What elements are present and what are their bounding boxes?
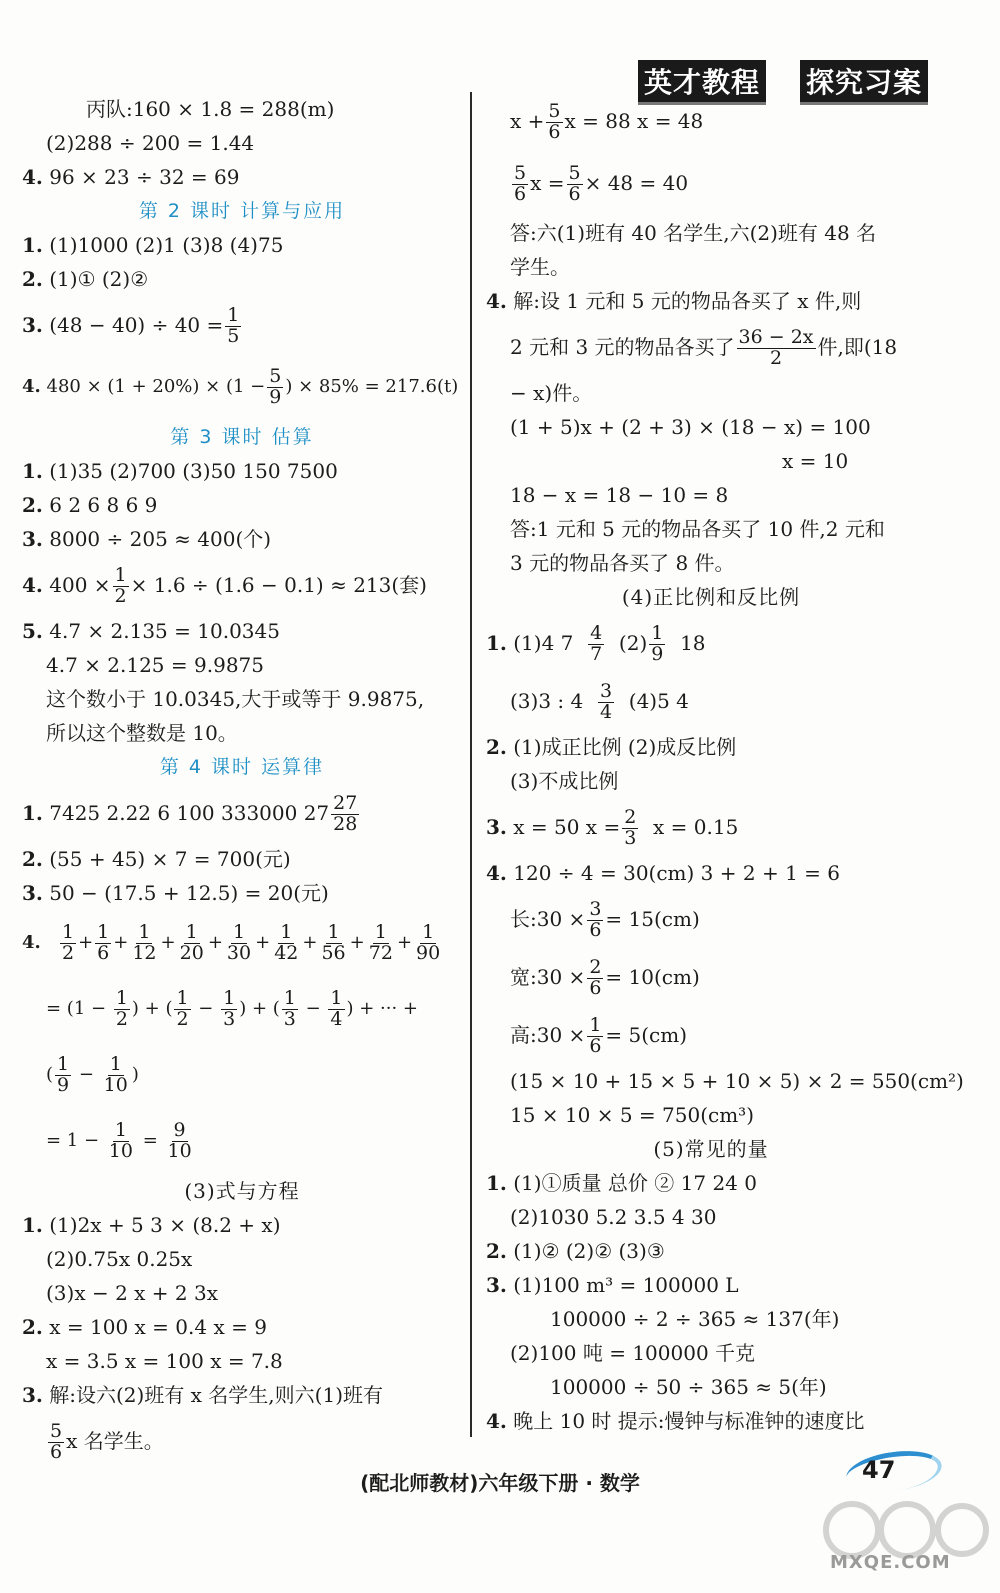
answer-text: x = 50 x =: [506, 815, 621, 839]
item-number: 1.: [22, 1213, 43, 1237]
fraction: $\frac{1}{6}$: [97, 920, 110, 964]
answer-line: [22, 556, 462, 614]
fraction: $\frac{3}{4}$: [599, 680, 613, 723]
answer-line: [486, 948, 936, 1006]
answer-line: [486, 730, 936, 764]
answer-line: 4.7 × 2.125 = 9.9875: [46, 653, 264, 677]
item-number: 3.: [22, 527, 43, 551]
series-sum-line: ( $\frac{1}{9}$ − $\frac{1}{10}$ ): [46, 1052, 139, 1096]
answer-line: 18 − x = 18 − 10 = 8: [510, 483, 729, 507]
fraction: $\frac{1}{90}$: [416, 920, 441, 964]
answer-line: [486, 798, 936, 856]
brand-title-2: 探究习案: [800, 60, 928, 105]
fraction: $\frac{4}{7}$: [590, 622, 603, 665]
series-sum-line: = 1 − $\frac{1}{10}$ = $\frac{9}{10}$: [46, 1118, 192, 1162]
answer-text: × 48 = 40: [584, 171, 689, 195]
answer-text: (1)② (2)② (3)③: [506, 1239, 665, 1263]
answer-line: [486, 890, 936, 948]
answer-line: [22, 354, 462, 420]
answer-line: x = 10: [782, 449, 849, 473]
answer-line: 丙队:160 × 1.8 = 288(m): [86, 97, 335, 121]
answer-text: (4)5 4: [628, 689, 689, 713]
answer-line: [486, 856, 936, 890]
item-number: 1.: [486, 1171, 507, 1195]
fraction: $\frac{27}{28}$: [333, 792, 358, 835]
answer-line: [22, 1412, 462, 1470]
item-number: 5.: [22, 619, 43, 643]
answer-line: [486, 1166, 936, 1200]
item-number: 1.: [486, 631, 507, 655]
answer-line: (3)x − 2 x + 2 3x: [46, 1281, 219, 1305]
answer-text: 7425 2.22 6 100 333000 27: [42, 801, 330, 825]
answer-text: (1)①质量 总价 ② 17 24 0: [506, 1171, 757, 1195]
answer-line: [22, 1378, 462, 1412]
section-heading: (5)常见的量: [653, 1137, 769, 1161]
answer-text: 4.7 × 2.135 = 10.0345: [42, 619, 280, 643]
footer-title: (配北师教材)六年级下册 · 数学: [360, 1471, 640, 1495]
fraction: $\frac{2}{6}$: [589, 956, 602, 999]
answer-text: 8000 ÷ 205 ≈ 400(个): [42, 527, 272, 551]
answer-text: 解:设 1 元和 5 元的物品各买了 x 件,则: [506, 289, 862, 313]
answer-line: [486, 614, 936, 672]
fraction: $\frac{5}{9}$: [269, 364, 282, 408]
fraction: $\frac{1}{10}$: [103, 1052, 128, 1096]
answer-text: 2 元和 3 元的物品各买了: [510, 335, 735, 359]
item-number: 3.: [486, 1273, 507, 1297]
section-heading: (3)式与方程: [184, 1179, 300, 1203]
brand-title-1: 英才教程: [638, 60, 766, 105]
item-number: 2.: [22, 493, 43, 517]
answer-line: [486, 92, 936, 150]
item-number: 3.: [22, 313, 43, 337]
item-number: 1.: [22, 233, 43, 257]
answer-line: [22, 784, 462, 842]
fraction: $\frac{1}{2}$: [61, 920, 75, 964]
fraction: $\frac{1}{10}$: [108, 1118, 133, 1162]
fraction: $\frac{1}{2}$: [114, 564, 127, 607]
item-number: 2.: [22, 1315, 43, 1339]
item-number: 3.: [22, 1383, 43, 1407]
item-number: 3.: [22, 881, 43, 905]
fraction: $\frac{1}{9}$: [651, 622, 664, 665]
answer-text: 长:30 ×: [510, 907, 586, 931]
answer-line: − x)件。: [510, 381, 593, 405]
fraction: $\frac{1}{12}$: [132, 920, 157, 964]
fraction: $\frac{1}{6}$: [589, 1014, 602, 1057]
item-number: 4.: [486, 289, 507, 313]
fraction: $\frac{5}{6}$: [514, 162, 527, 205]
fraction: $\frac{1}{3}$: [223, 986, 236, 1030]
answer-text: x 名学生。: [66, 1429, 164, 1453]
fraction: $\frac{1}{20}$: [179, 920, 204, 964]
item-number: 1.: [22, 459, 43, 483]
answer-text: (1)成正比例 (2)成反比例: [506, 735, 737, 759]
answer-text: x =: [530, 171, 565, 195]
answer-line: (2)288 ÷ 200 = 1.44: [46, 131, 255, 155]
section-heading: (4)正比例和反比例: [621, 585, 801, 609]
fraction: $\frac{9}{10}$: [167, 1118, 192, 1162]
fraction: $\frac{1}{30}$: [226, 920, 252, 964]
item-number: 4.: [22, 376, 41, 397]
fraction: $\frac{1}{2}$: [115, 986, 128, 1030]
answer-line: 答:1 元和 5 元的物品各买了 10 件,2 元和: [510, 517, 885, 541]
fraction: $\frac{1}{2}$: [176, 986, 189, 1030]
answer-line: [486, 150, 936, 216]
fraction: $\frac{1}{4}$: [330, 986, 343, 1030]
answer-line: (15 × 10 + 15 × 5 + 10 × 5) × 2 = 550(cm²): [510, 1069, 964, 1093]
item-number: 4.: [22, 932, 41, 953]
answer-text: 18: [680, 631, 706, 655]
fraction: $\frac{1}{72}$: [368, 920, 393, 964]
answer-text: = 10(cm): [605, 965, 700, 989]
answer-line: 100000 ÷ 50 ÷ 365 ≈ 5(年): [550, 1375, 827, 1399]
fraction: $\frac{1}{3}$: [283, 986, 296, 1030]
answer-line: 所以这个整数是 10。: [46, 721, 238, 745]
answer-line: [486, 318, 936, 376]
item-number: 2.: [22, 847, 43, 871]
answer-line: [22, 488, 462, 522]
answer-text: ) × 85% = 217.6(t): [285, 376, 459, 397]
section-heading: 第 2 课时 计算与应用: [138, 200, 346, 222]
answer-text: 晚上 10 时 提示:慢钟与标准钟的速度比: [506, 1409, 865, 1433]
answer-line: [486, 284, 936, 318]
answer-line: [22, 1310, 462, 1344]
answer-line: [22, 454, 462, 488]
answer-line: [22, 876, 462, 910]
answer-text: (3)3 : 4: [510, 689, 584, 713]
answer-text: 解:设六(2)班有 x 名学生,则六(1)班有: [42, 1383, 383, 1407]
right-column: [486, 92, 964, 1438]
answer-text: 50 − (17.5 + 12.5) = 20(元): [42, 881, 329, 905]
item-number: 4.: [22, 165, 43, 189]
answer-line: 15 × 10 × 5 = 750(cm³): [510, 1103, 755, 1127]
section-heading: 第 3 课时 估算: [170, 426, 314, 448]
fraction: $\frac{2}{3}$: [624, 806, 637, 849]
answer-line: (2)100 吨 = 100000 千克: [510, 1341, 756, 1365]
fraction: $\frac{1}{9}$: [57, 1052, 70, 1096]
item-number: 4.: [486, 861, 507, 885]
answer-line: (1 + 5)x + (2 + 3) × (18 − x) = 100: [510, 415, 871, 439]
answer-text: x = 0.15: [653, 815, 739, 839]
answer-text: (2): [618, 631, 648, 655]
answer-line: [22, 262, 462, 296]
answer-text: (1)4 7: [506, 631, 574, 655]
fraction: $\frac{1}{42}$: [274, 920, 299, 964]
answer-text: 120 ÷ 4 = 30(cm) 3 + 2 + 1 = 6: [506, 861, 840, 885]
page-number: 47: [862, 1456, 896, 1484]
section-heading: 第 4 课时 运算律: [159, 756, 325, 778]
item-number: 2.: [486, 735, 507, 759]
left-column: [22, 92, 462, 1470]
answer-line: 答:六(1)班有 40 名学生,六(2)班有 48 名: [510, 221, 877, 245]
answer-line: (2)0.75x 0.25x: [46, 1247, 193, 1271]
fraction: $\frac{3}{6}$: [589, 898, 602, 941]
watermark-text: MXQE.COM: [830, 1552, 951, 1573]
series-sum-line: = (1 − $\frac{1}{2}$ ) + ( $\frac{1}{2}$ − $\frac{1}{3}$ ) + ( $\frac{1}{3}$ − $\frac{1}{4}$ ) + ··· +: [46, 986, 419, 1030]
fraction: $\frac{5}{6}$: [548, 100, 561, 143]
answer-text: (1)2x + 5 3 × (8.2 + x): [42, 1213, 281, 1237]
answer-line: 100000 ÷ 2 ÷ 365 ≈ 137(年): [550, 1307, 840, 1331]
item-number: 4.: [486, 1409, 507, 1433]
series-sum-line: 4. $\frac{1}{2}$ + $\frac{1}{6}$ + $\frac{1}{12}$ + $\frac{1}{20}$ + $\frac{1}{30}$ + $\frac{1}{42}$ + $\frac{1}{56}$ + $\frac{1}{72}$ + $\frac{1}{90}$: [22, 920, 441, 964]
answer-line: [486, 1404, 936, 1438]
answer-line: [486, 672, 936, 730]
answer-line: [22, 1208, 462, 1242]
answer-text: = 5(cm): [605, 1023, 688, 1047]
answer-text: = 15(cm): [605, 907, 700, 931]
answer-line: 3 元的物品各买了 8 件。: [510, 551, 735, 575]
answer-text: (55 + 45) × 7 = 700(元): [42, 847, 291, 871]
answer-line: [22, 160, 462, 194]
fraction: $\frac{1}{5}$: [227, 304, 240, 347]
fraction: $\frac{5}{6}$: [568, 162, 581, 205]
answer-text: (48 − 40) ÷ 40 =: [42, 313, 224, 337]
item-number: 2.: [22, 267, 43, 291]
answer-text: 400 ×: [42, 573, 111, 597]
answer-line: [22, 228, 462, 262]
item-number: 4.: [22, 573, 43, 597]
answer-line: (3)不成比例: [510, 769, 619, 793]
fraction: $\frac{5}{6}$: [50, 1420, 63, 1463]
answer-line: [486, 1006, 936, 1064]
answer-text: 96 × 23 ÷ 32 = 69: [42, 165, 240, 189]
answer-line: (2)1030 5.2 3.5 4 30: [510, 1205, 717, 1229]
item-number: 1.: [22, 801, 43, 825]
column-divider: [470, 92, 472, 1437]
answer-text: 高:30 ×: [510, 1023, 586, 1047]
answer-text: x = 88 x = 48: [564, 109, 704, 133]
answer-line: [22, 614, 462, 648]
fraction: $\frac{1}{56}$: [321, 920, 346, 964]
answer-line: [486, 1268, 936, 1302]
answer-line: [486, 1234, 936, 1268]
item-number: 3.: [486, 815, 507, 839]
answer-text: 6 2 6 8 6 9: [42, 493, 158, 517]
answer-text: x +: [510, 109, 545, 133]
answer-text: x = 100 x = 0.4 x = 9: [42, 1315, 267, 1339]
answer-text: 宽:30 ×: [510, 965, 586, 989]
answer-text: (1)100 m³ = 100000 L: [506, 1273, 739, 1297]
answer-text: × 1.6 ÷ (1.6 − 0.1) ≈ 213(套): [130, 573, 427, 597]
answer-line: x = 3.5 x = 100 x = 7.8: [46, 1349, 283, 1373]
answer-line: 这个数小于 10.0345,大于或等于 9.9875,: [46, 687, 425, 711]
answer-line: 学生。: [510, 255, 570, 279]
fraction: $\frac{36 - 2x}{2}$: [738, 326, 814, 369]
item-number: 2.: [486, 1239, 507, 1263]
answer-text: 480 × (1 + 20%) × (1 −: [40, 376, 266, 397]
answer-line: [22, 522, 462, 556]
answer-line: [22, 296, 462, 354]
answer-text: (1)1000 (2)1 (3)8 (4)75: [42, 233, 284, 257]
answer-line: [22, 842, 462, 876]
answer-text: (1)① (2)②: [42, 267, 149, 291]
answer-text: (1)35 (2)700 (3)50 150 7500: [42, 459, 338, 483]
answer-text: 件,即(18: [817, 335, 898, 359]
